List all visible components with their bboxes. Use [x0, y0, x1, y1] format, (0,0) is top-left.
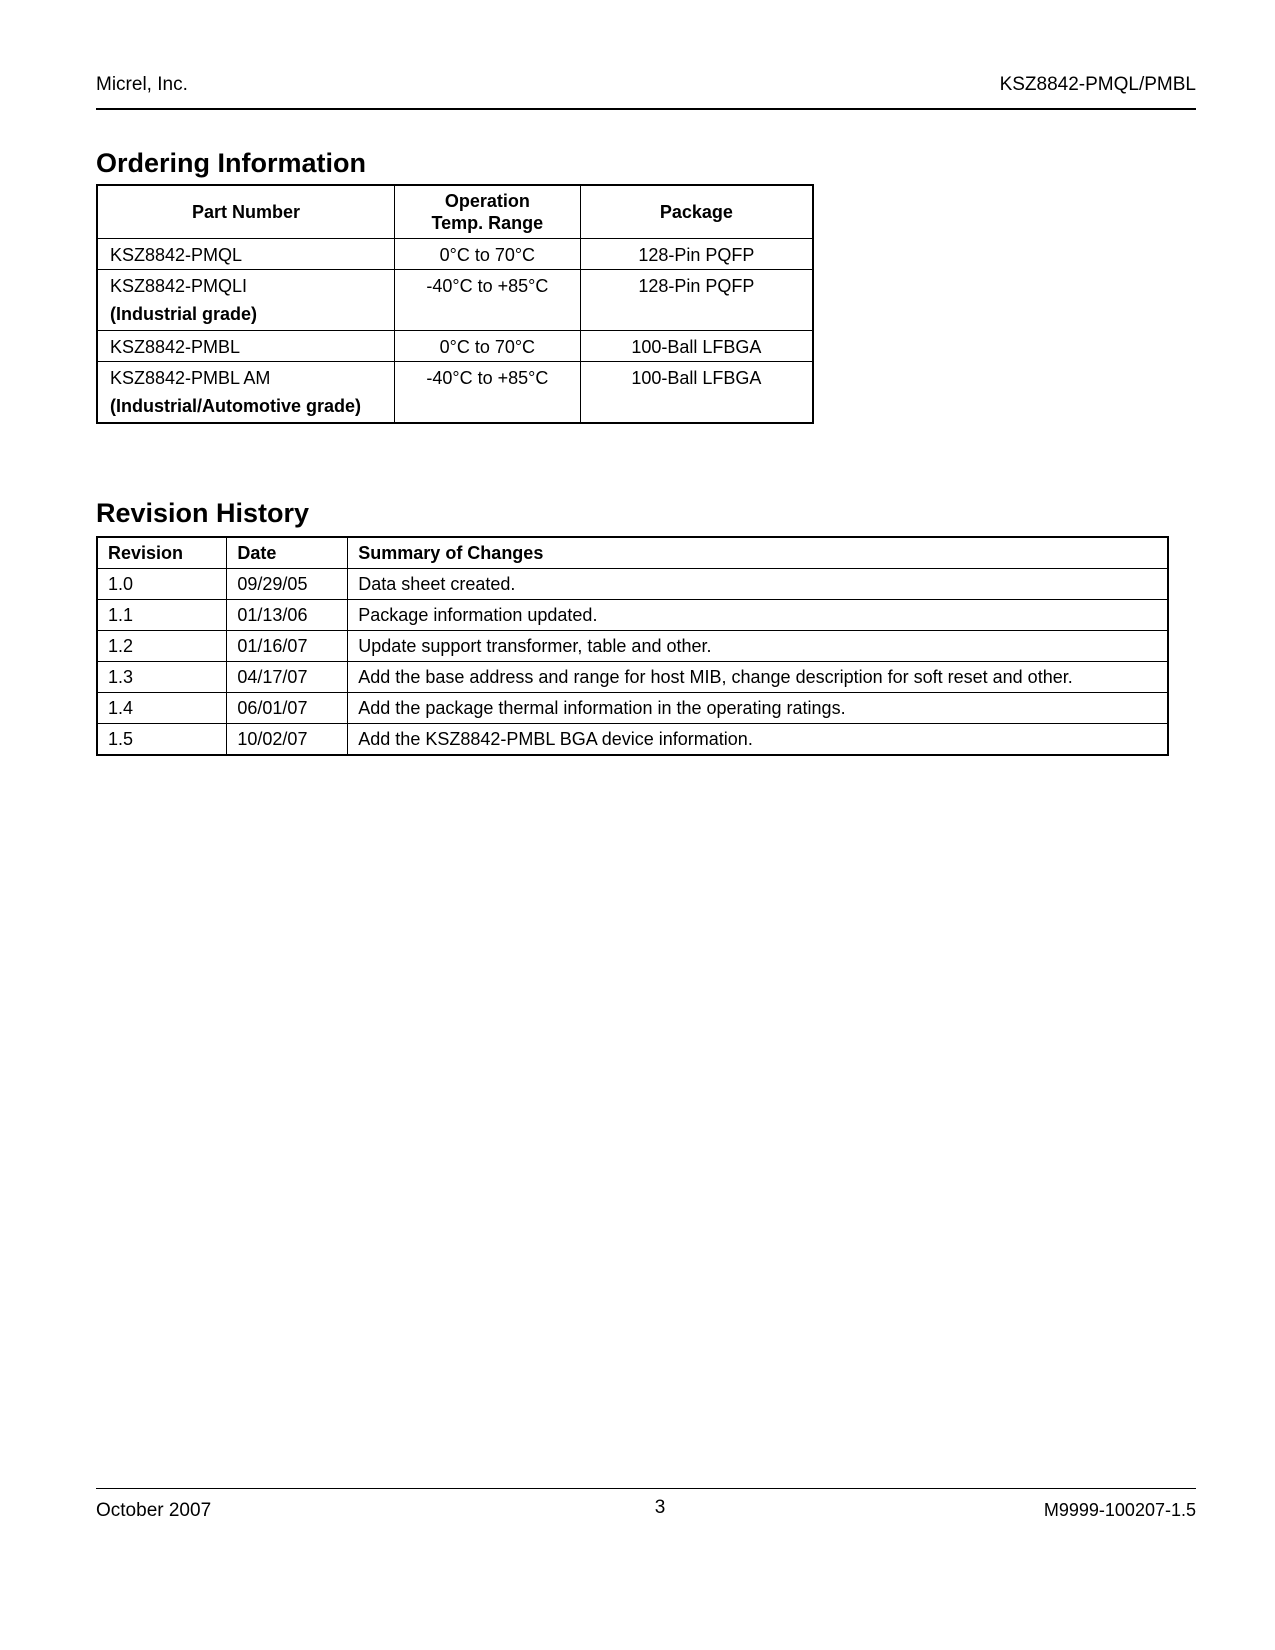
revision-cell: 1.5	[97, 724, 227, 756]
package-cell: 128-Pin PQFP	[580, 270, 813, 331]
part-cell	[97, 270, 394, 331]
header-company: Micrel, Inc.	[96, 74, 188, 95]
table-row	[97, 270, 813, 331]
date-cell: 01/13/06	[227, 600, 348, 631]
col-revision: Revision	[97, 537, 227, 569]
summary-cell: Package information updated.	[348, 600, 1168, 631]
col-temp-range	[394, 185, 580, 239]
ordering-title: Ordering Information	[96, 148, 366, 178]
package-cell: 100-Ball LFBGA	[580, 331, 813, 362]
col-temp-line2: Temp. Range	[431, 213, 544, 233]
table-row	[97, 239, 813, 270]
temp-cell: -40°C to +85°C	[394, 270, 580, 331]
header-part-number: KSZ8842-PMQL/PMBL	[999, 74, 1196, 95]
table-row	[97, 362, 813, 424]
revision-title: Revision History	[96, 498, 310, 528]
part-cell	[97, 362, 394, 424]
part-cell: KSZ8842-PMQL	[97, 239, 394, 270]
revision-cell: 1.1	[97, 600, 227, 631]
summary-cell: Add the package thermal information in the operating ratings.	[348, 693, 1168, 724]
date-cell: 09/29/05	[227, 569, 348, 600]
col-package: Package	[580, 185, 813, 239]
package-cell: 128-Pin PQFP	[580, 239, 813, 270]
summary-cell: Update support transformer, table and other.	[348, 631, 1168, 662]
col-temp-line1: Operation	[444, 191, 530, 211]
temp-cell: -40°C to +85°C	[394, 362, 580, 424]
date-cell: 06/01/07	[227, 693, 348, 724]
table-row	[97, 662, 1168, 693]
revision-cell: 1.4	[97, 693, 227, 724]
package-cell: 100-Ball LFBGA	[580, 362, 813, 424]
revision-cell: 1.0	[97, 569, 227, 600]
ordering-table	[96, 184, 814, 424]
revision-cell: 1.2	[97, 631, 227, 662]
col-part-number: Part Number	[97, 185, 394, 239]
summary-cell: Data sheet created.	[348, 569, 1168, 600]
part-number: KSZ8842-PMQLI	[110, 276, 248, 296]
summary-cell: Add the KSZ8842-PMBL BGA device information.	[348, 724, 1168, 756]
revision-table	[96, 536, 1169, 756]
part-grade: (Industrial grade)	[110, 304, 258, 324]
revision-cell: 1.3	[97, 662, 227, 693]
table-row	[97, 631, 1168, 662]
ordering-header-row	[97, 185, 813, 239]
date-cell: 04/17/07	[227, 662, 348, 693]
part-cell: KSZ8842-PMBL	[97, 331, 394, 362]
part-number: KSZ8842-PMBL AM	[110, 368, 271, 388]
temp-cell: 0°C to 70°C	[394, 239, 580, 270]
summary-cell: Add the base address and range for host MIB, change description for soft reset and other.	[348, 662, 1168, 693]
footer-divider	[96, 1488, 1196, 1489]
document-number: M9999-100207-1.5	[1043, 1500, 1196, 1520]
col-summary: Summary of Changes	[348, 537, 1168, 569]
footer-date: October 2007	[96, 1500, 212, 1521]
table-row	[97, 600, 1168, 631]
table-row	[97, 569, 1168, 600]
date-cell: 01/16/07	[227, 631, 348, 662]
date-cell: 10/02/07	[227, 724, 348, 756]
revision-header-row	[97, 537, 1168, 569]
page-number: 3	[654, 1497, 666, 1518]
col-date: Date	[227, 537, 348, 569]
table-row	[97, 724, 1168, 756]
table-row	[97, 331, 813, 362]
table-row	[97, 693, 1168, 724]
temp-cell: 0°C to 70°C	[394, 331, 580, 362]
header-divider	[96, 108, 1196, 110]
part-grade: (Industrial/Automotive grade)	[110, 396, 362, 416]
